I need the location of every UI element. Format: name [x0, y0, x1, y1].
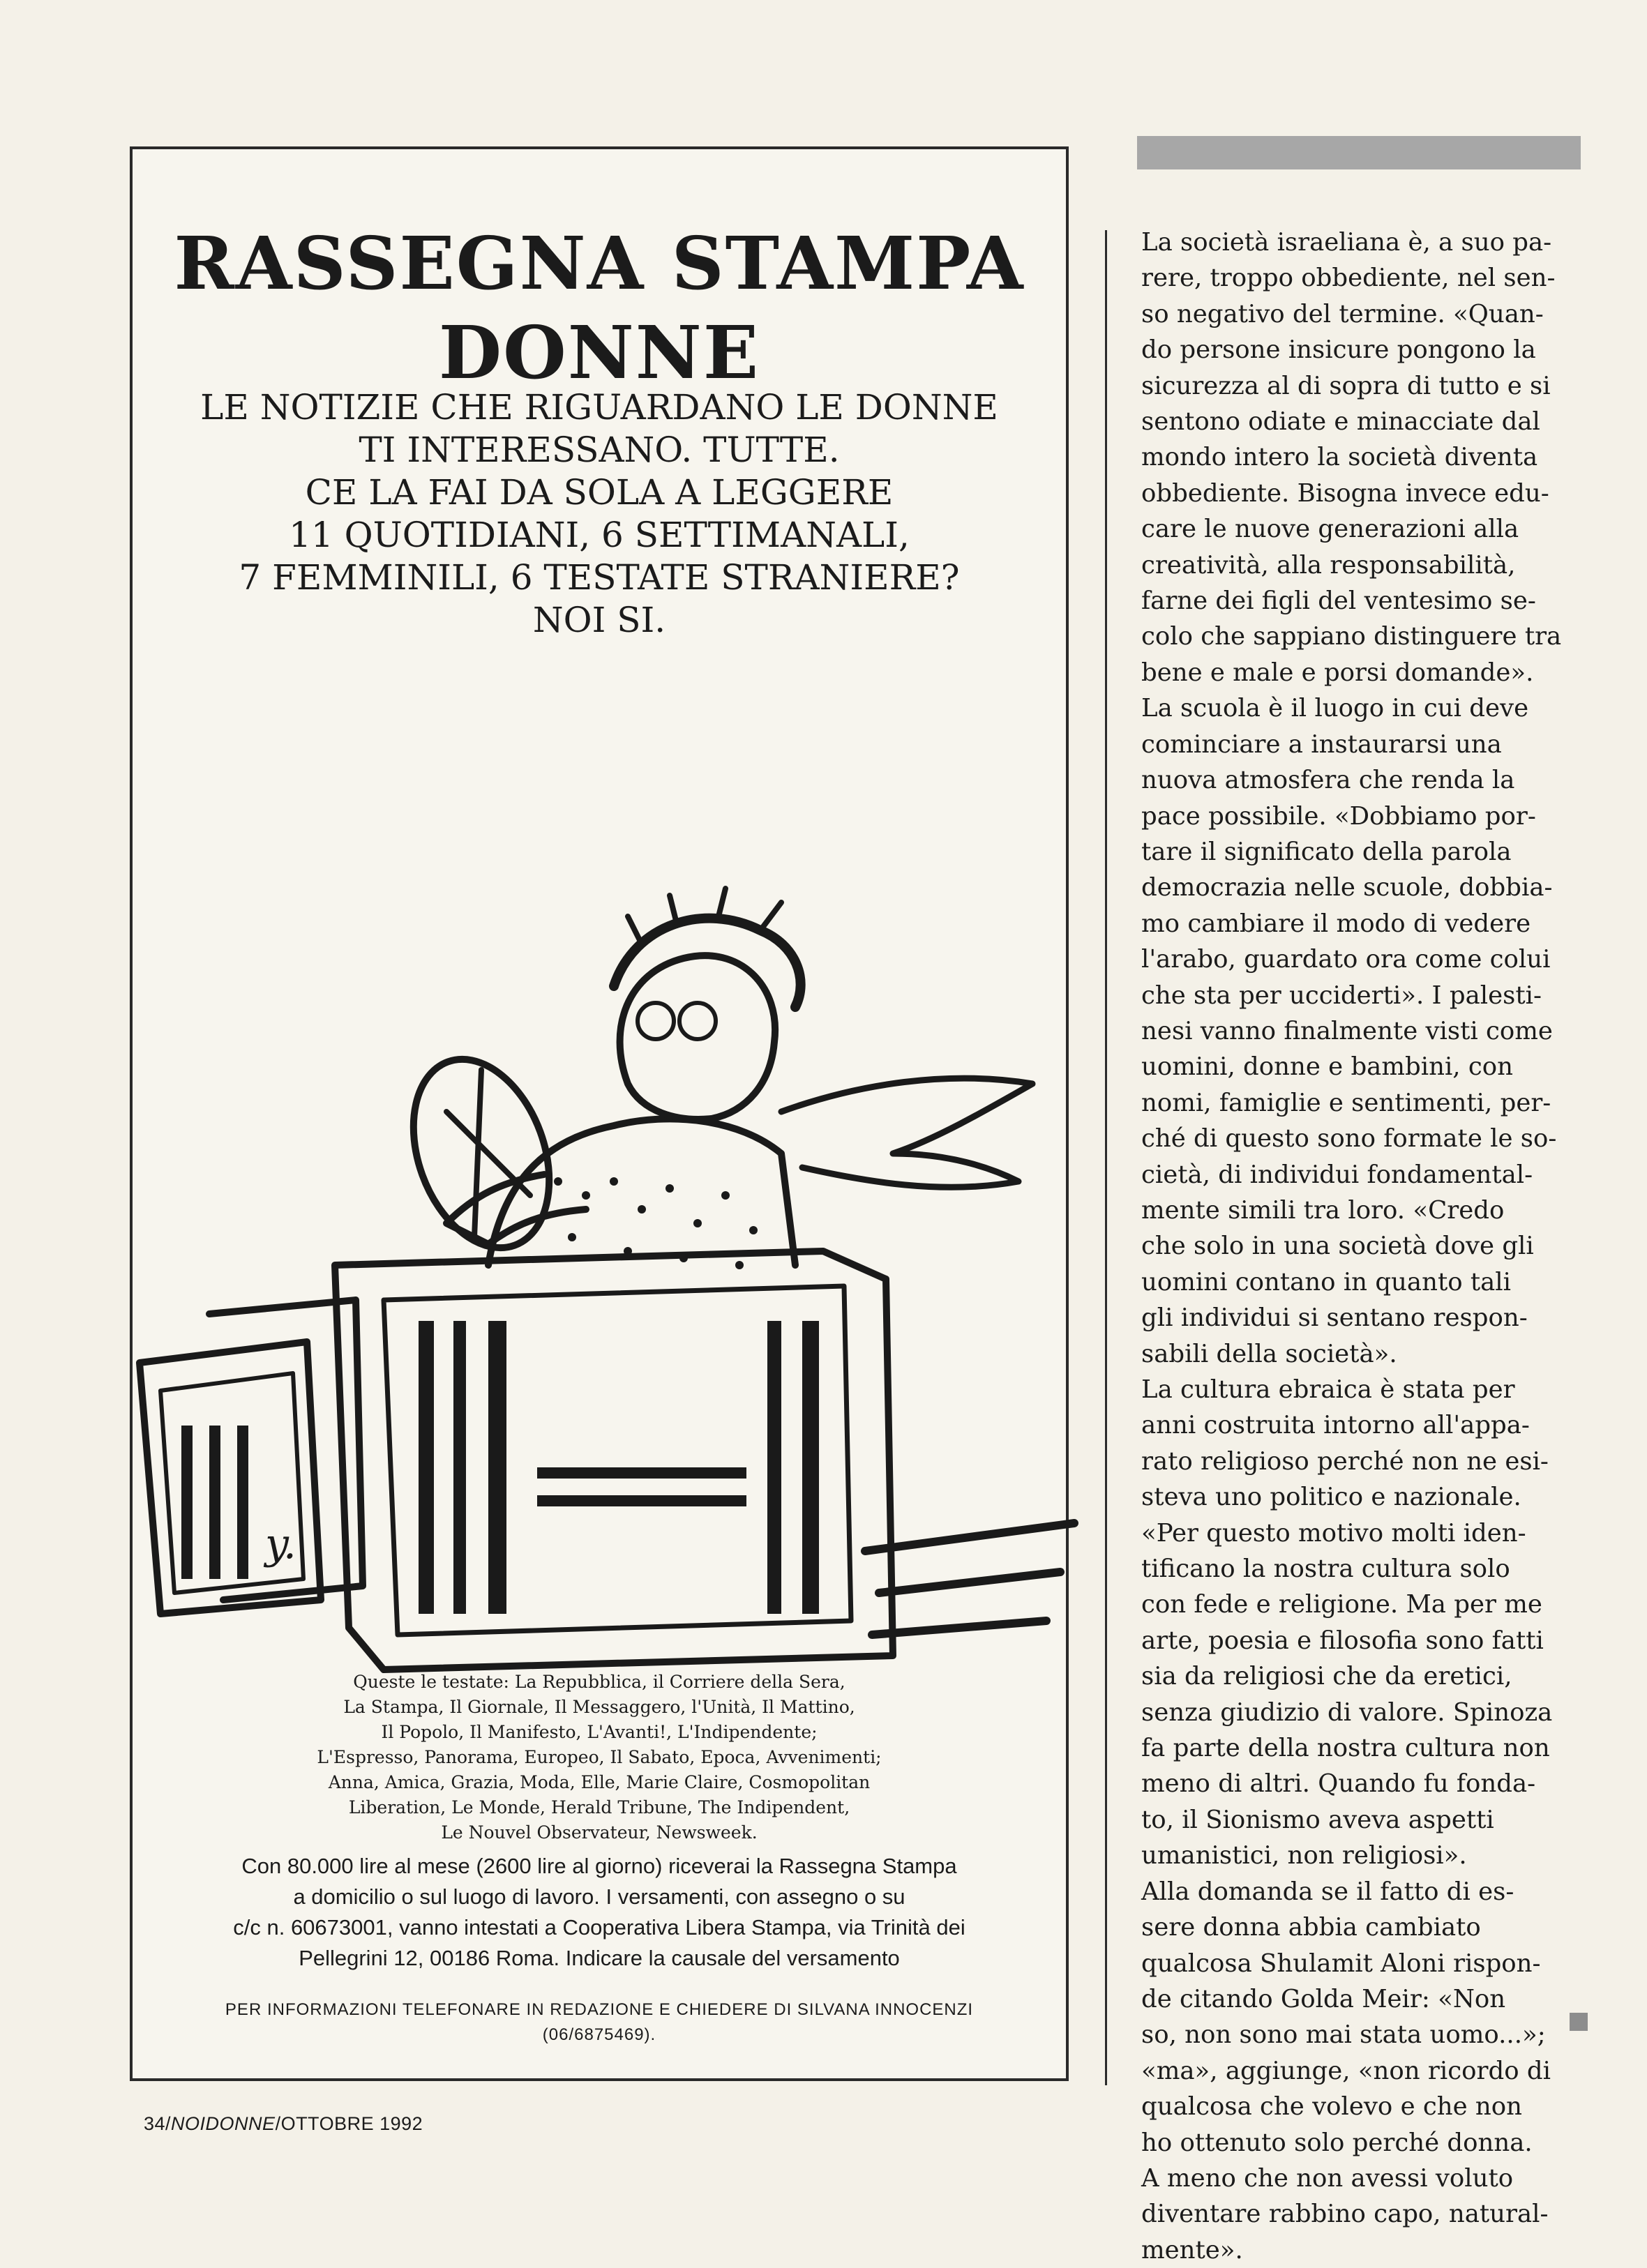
illustration-signature: y.: [265, 1520, 296, 1568]
article-line: qualcosa Shulamit Aloni rispon-: [1141, 1949, 1541, 1978]
article-line: sia da religiosi che da eretici,: [1141, 1662, 1512, 1691]
article-line: nesi vanno finalmente visti come: [1141, 1016, 1553, 1045]
page-footer: [144, 2113, 423, 2135]
article-line: cietà, di individui fondamental-: [1141, 1160, 1533, 1189]
article-line: rato religioso perché non ne esi-: [1141, 1446, 1549, 1476]
article-line: La cultura ebraica è stata per: [1141, 1375, 1515, 1404]
ad-headline-line: 7 FEMMINILI, 6 TESTATE STRANIERE?: [239, 557, 960, 598]
article-line: tificano la nostra cultura solo: [1141, 1555, 1510, 1584]
article-line: sabili della società».: [1141, 1339, 1397, 1368]
article-line: «ma», aggiunge, «non ricordo di: [1141, 2056, 1551, 2085]
article-line: colo che sappiano distinguere tra: [1141, 622, 1562, 651]
sources-line: Il Popolo, Il Manifesto, L'Avanti!, L'Indipendente;: [381, 1722, 818, 1742]
article-line: l'arabo, guardato ora come colui: [1141, 945, 1551, 974]
issue-date: /OTTOBRE 1992: [275, 2113, 423, 2134]
subscription-offer: [133, 1851, 1066, 1974]
article-line: «Per questo motivo molti iden-: [1141, 1518, 1526, 1548]
article-line: Alla domanda se il fatto di es-: [1141, 1877, 1514, 1906]
ad-title-line: DONNE: [438, 310, 760, 395]
ad-headline-line: CE LA FAI DA SOLA A LEGGERE: [305, 472, 894, 513]
article-line: do persone insicure pongono la: [1141, 335, 1536, 365]
ad-headline: [133, 386, 1066, 642]
contact-line: (06/6875469).: [542, 2025, 656, 2044]
article-line: La società israeliana è, a suo pa-: [1141, 228, 1552, 257]
article-line: che solo in una società dove gli: [1141, 1232, 1534, 1261]
article-line: fa parte della nostra cultura non: [1141, 1734, 1550, 1763]
article-line: mo cambiare il modo di vedere: [1141, 909, 1531, 938]
article-line: mente simili tra loro. «Credo: [1141, 1195, 1505, 1225]
sources-line: Anna, Amica, Grazia, Moda, Elle, Marie Claire, Cosmopolitan: [328, 1772, 871, 1792]
end-of-article-mark: [1570, 2013, 1588, 2031]
article-line: diventare rabbino capo, natural-: [1141, 2200, 1549, 2229]
newspaper-reader-illustration: [56, 693, 1141, 1711]
article-line: creatività, alla responsabilità,: [1141, 550, 1516, 580]
article-line: anni costruita intorno all'appa-: [1141, 1411, 1530, 1440]
article-line: sicurezza al di sopra di tutto e si: [1141, 371, 1551, 400]
contact-line: PER INFORMAZIONI TELEFONARE IN REDAZIONE E CHIEDERE DI SILVANA INNOCENZI: [225, 2000, 974, 2019]
article-line: de citando Golda Meir: «Non: [1141, 1984, 1506, 2013]
article-line: ho ottenuto solo perché donna.: [1141, 2128, 1533, 2157]
article-line: sentono odiate e minacciate dal: [1141, 407, 1540, 437]
article-line: meno di altri. Quando fu fonda-: [1141, 1769, 1536, 1799]
article-line: senza giudizio di valore. Spinoza: [1141, 1698, 1553, 1727]
ad-headline-line: 11 QUOTIDIANI, 6 SETTIMANALI,: [289, 515, 910, 555]
sources-list: [133, 1670, 1066, 1845]
article-line: con fede e religione. Ma per me: [1141, 1590, 1542, 1619]
sources-line: Liberation, Le Monde, Herald Tribune, The Indipendent,: [348, 1797, 850, 1817]
article-line: A meno che non avessi voluto: [1141, 2163, 1514, 2193]
sources-line: L'Espresso, Panorama, Europeo, Il Sabato, Epoca, Avvenimenti;: [317, 1747, 882, 1767]
article-line: qualcosa che volevo e che non: [1141, 2092, 1523, 2122]
sources-line: Le Nouvel Observateur, Newsweek.: [441, 1822, 758, 1843]
offer-line: Con 80.000 lire al mese (2600 lire al giorno) riceverai la Rassegna Stampa: [241, 1854, 957, 1878]
article-line: che sta per ucciderti». I palesti-: [1141, 981, 1542, 1010]
contact-info: [133, 1997, 1066, 2048]
article-line: cominciare a instaurarsi una: [1141, 729, 1502, 759]
article-line: bene e male e porsi domande».: [1141, 658, 1534, 687]
article-line: nuova atmosfera che renda la: [1141, 766, 1515, 795]
article-line: La scuola è il luogo in cui deve: [1141, 694, 1529, 723]
article-line: umanistici, non religiosi».: [1141, 1841, 1467, 1870]
column-header-bar: [1137, 136, 1581, 169]
page-number: 34/: [144, 2113, 172, 2134]
sources-line: Queste le testate: La Repubblica, il Corriere della Sera,: [353, 1672, 845, 1692]
article-line: farne dei figli del ventesimo se-: [1141, 587, 1536, 616]
sources-line: La Stampa, Il Giornale, Il Messaggero, l'Unità, Il Mattino,: [343, 1697, 855, 1717]
article-line: mondo intero la società diventa: [1141, 443, 1538, 472]
article-line: democrazia nelle scuole, dobbia-: [1141, 873, 1553, 902]
ad-title: [133, 219, 1066, 398]
advertisement-box: [130, 146, 1069, 2081]
ad-title-line: RASSEGNA STAMPA: [174, 220, 1025, 306]
article-line: sere donna abbia cambiato: [1141, 1913, 1481, 1942]
article-line: so, non sono mai stata uomo...»;: [1141, 2020, 1546, 2050]
article-line: arte, poesia e filosofia sono fatti: [1141, 1626, 1544, 1655]
article-line: care le nuove generazioni alla: [1141, 515, 1519, 544]
article-column: [1141, 225, 1581, 2268]
magazine-name: NOIDONNE: [171, 2113, 276, 2134]
article-line: pace possibile. «Dobbiamo por-: [1141, 801, 1536, 831]
article-line: steva uno politico e nazionale.: [1141, 1483, 1521, 1512]
article-line: nomi, famiglie e sentimenti, per-: [1141, 1088, 1551, 1117]
article-line: ché di questo sono formate le so-: [1141, 1124, 1557, 1154]
offer-line: a domicilio o sul luogo di lavoro. I versamenti, con assegno o su: [293, 1884, 905, 1909]
article-line: gli individui si sentano respon-: [1141, 1303, 1528, 1333]
article-line: tare il significato della parola: [1141, 837, 1512, 866]
ad-headline-line: LE NOTIZIE CHE RIGUARDANO LE DONNE: [200, 387, 998, 428]
article-line: to, il Sionismo aveva aspetti: [1141, 1805, 1494, 1834]
article-line: obbediente. Bisogna invece edu-: [1141, 478, 1549, 508]
article-line: uomini, donne e bambini, con: [1141, 1052, 1513, 1082]
article-line: so negativo del termine. «Quan-: [1141, 299, 1544, 328]
article-line: uomini contano in quanto tali: [1141, 1267, 1512, 1296]
ad-headline-line: TI INTERESSANO. TUTTE.: [359, 430, 840, 470]
article-line: rere, troppo obbediente, nel sen-: [1141, 264, 1556, 293]
ad-headline-line: NOI SI.: [532, 600, 666, 640]
offer-line: c/c n. 60673001, vanno intestati a Cooperativa Libera Stampa, via Trinità dei: [233, 1915, 965, 1940]
offer-line: Pellegrini 12, 00186 Roma. Indicare la causale del versamento: [299, 1946, 900, 1970]
column-divider: [1105, 230, 1107, 2085]
article-line: mente».: [1141, 2235, 1243, 2265]
